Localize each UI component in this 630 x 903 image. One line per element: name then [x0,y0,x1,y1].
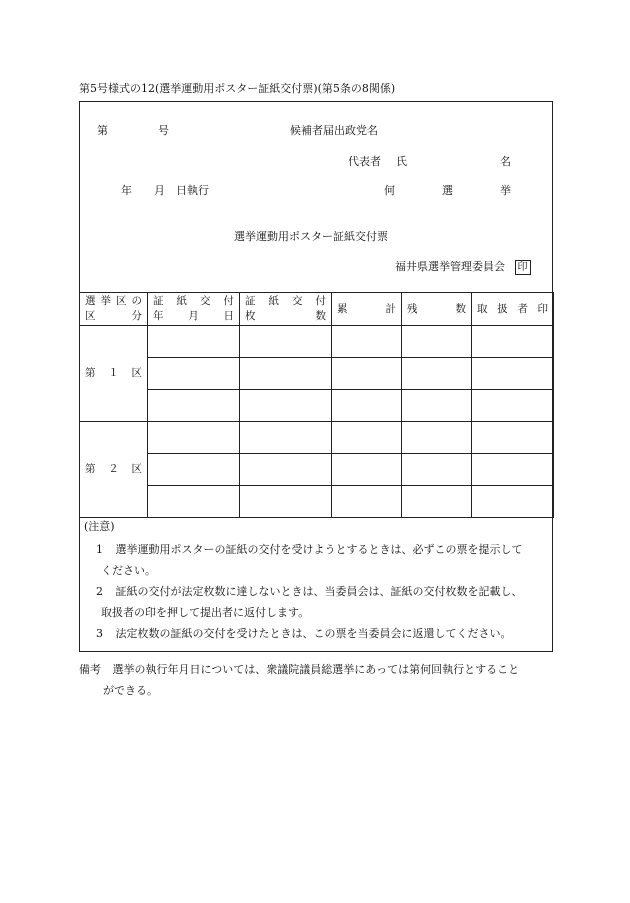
remark [79,660,519,680]
district-1-cell [80,326,148,422]
table-cell[interactable] [472,358,554,390]
char-glyph: 分 [131,310,142,322]
number-suffix: 号 [158,124,169,137]
char-glyph: 月 [188,310,199,322]
col-header-count [240,293,332,326]
table-cell[interactable] [402,358,472,390]
note-number: 1 [96,543,103,556]
table-cell[interactable] [240,326,332,358]
district-2-cell [80,422,148,518]
char-glyph: 扱 [497,302,508,315]
table-cell[interactable] [402,486,472,518]
table-cell[interactable] [240,422,332,454]
char-glyph: 印 [537,302,548,315]
note-number: 2 [96,585,103,598]
table-cell[interactable] [402,422,472,454]
table-cell[interactable] [332,390,402,422]
table-cell[interactable] [240,358,332,390]
name-shi: 氏 [396,155,407,168]
table-header-row [80,293,554,326]
char-glyph: 数 [455,302,466,315]
table-cell[interactable] [472,454,554,486]
exec-month: 月 [154,184,165,197]
note-text-line1: 証紙の交付が法定枚数に達しないときは、当委員会は、証紙の交付枚数を記載し、 [115,585,523,598]
col-header-district [80,293,148,326]
note-item-2 [96,582,523,602]
table-cell[interactable] [472,326,554,358]
note-item-2-cont: 取扱者の印を押して提出者に返付します。 [101,606,310,619]
table-cell[interactable] [148,486,240,518]
char-glyph: 第 [85,463,96,475]
char-glyph: 選 [85,295,96,307]
party-name-label: 候補者届出政党名 [290,124,378,137]
table-cell[interactable] [240,486,332,518]
table-cell[interactable] [402,326,472,358]
table-row [80,486,554,518]
note-text-line1: 選挙運動用ポスターの証紙の交付を受けようとするときは、必ずこの票を提示して [115,543,523,556]
char-glyph: 挙 [100,295,111,307]
col-header-cumulative [332,293,402,326]
char-glyph: 区 [85,310,96,322]
representative-label: 代表者 [348,155,381,168]
remark-cont: ができる。 [103,684,158,697]
table-cell[interactable] [332,326,402,358]
char-glyph: １ [108,367,119,379]
char-glyph: 累 [337,302,348,315]
name-mei: 名 [500,155,511,168]
char-glyph: 計 [385,302,396,315]
table-cell[interactable] [148,454,240,486]
table-cell[interactable] [148,326,240,358]
table-cell[interactable] [472,486,554,518]
exec-day: 日執行 [176,184,209,197]
number-prefix: 第 [97,124,108,137]
table-row [80,390,554,422]
char-glyph: 者 [517,302,528,315]
table-row [80,422,554,454]
char-glyph: 日 [223,310,234,322]
election-sen: 選 [442,184,453,197]
char-glyph: 取 [477,302,488,315]
col-header-handler-seal [472,293,554,326]
char-glyph: 枚 [245,310,256,322]
election-nani: 何 [384,184,395,197]
char-glyph: 付 [315,295,326,307]
issuer-name: 福井県選挙管理委員会 [395,260,505,273]
char-glyph: 区 [131,463,142,475]
notes-heading: (注意) [84,520,115,533]
table-cell[interactable] [148,390,240,422]
char-glyph: 紙 [176,295,187,307]
form-title: 第5号様式の12(選挙運動用ポスター証紙交付票)(第5条の8関係) [79,82,396,95]
char-glyph: 付 [223,295,234,307]
col-header-date [148,293,240,326]
char-glyph: ２ [108,463,119,475]
char-glyph: 交 [200,295,211,307]
col-header-remaining [402,293,472,326]
table-row [80,358,554,390]
note-number: 3 [96,627,103,640]
table-cell[interactable] [332,454,402,486]
char-glyph: 数 [315,310,326,322]
election-kyo: 挙 [500,184,511,197]
table-cell[interactable] [240,390,332,422]
table-cell[interactable] [402,454,472,486]
note-item-3 [96,624,512,644]
char-glyph: の [131,295,142,307]
issuance-table [79,292,554,518]
remark-text-line1: 選挙の執行年月日については、衆議院議員総選挙にあっては第何回執行とすること [112,663,520,676]
table-cell[interactable] [240,454,332,486]
table-cell[interactable] [332,486,402,518]
char-glyph: 年 [153,310,164,322]
seal-mark: 印 [515,260,531,275]
table-row [80,326,554,358]
remark-label: 備考 [79,663,101,676]
table-row [80,454,554,486]
table-cell[interactable] [402,390,472,422]
table-cell[interactable] [472,422,554,454]
note-text-line1: 法定枚数の証紙の交付を受けたときは、この票を当委員会に返還してください。 [115,627,512,640]
table-cell[interactable] [148,422,240,454]
issuer [395,258,531,275]
char-glyph: 区 [116,295,127,307]
char-glyph: 交 [292,295,303,307]
char-glyph: 残 [407,302,418,315]
char-glyph: 区 [131,367,142,379]
exec-year: 年 [121,184,132,197]
char-glyph: 証 [153,295,164,307]
table-cell[interactable] [332,358,402,390]
note-item-1 [96,540,523,560]
note-item-1-cont: ください。 [101,564,156,577]
char-glyph: 紙 [268,295,279,307]
table-cell[interactable] [148,358,240,390]
table-cell[interactable] [472,390,554,422]
char-glyph: 第 [85,367,96,379]
char-glyph: 証 [245,295,256,307]
table-cell[interactable] [332,422,402,454]
document-title: 選挙運動用ポスター証紙交付票 [234,230,388,243]
